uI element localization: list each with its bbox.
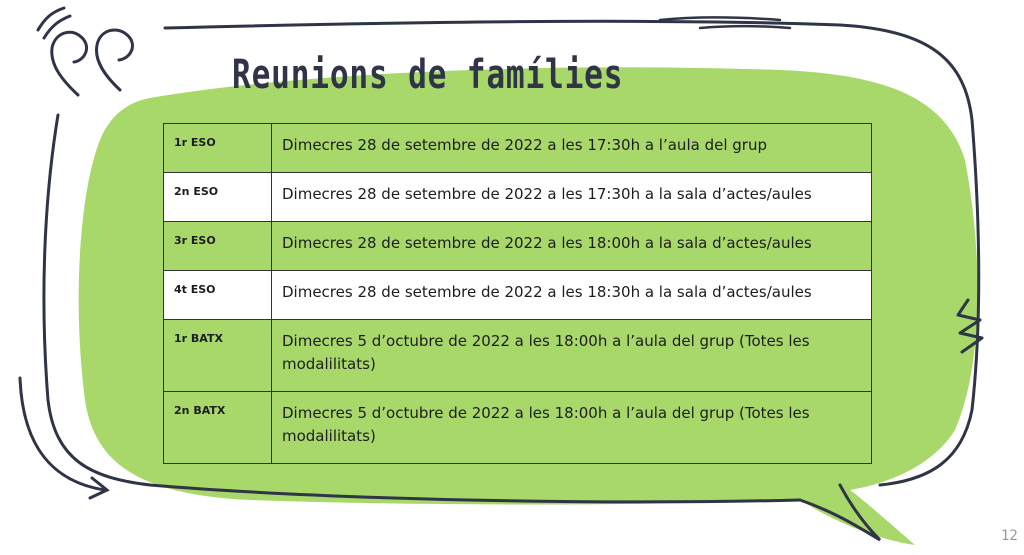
meeting-cell: Dimecres 28 de setembre de 2022 a les 18:00h a la sala d’actes/aules xyxy=(272,222,872,271)
meeting-cell: Dimecres 28 de setembre de 2022 a les 18:30h a la sala d’actes/aules xyxy=(272,271,872,320)
level-cell: 3r ESO xyxy=(164,222,272,271)
level-cell: 2n ESO xyxy=(164,173,272,222)
meeting-cell: Dimecres 5 d’octubre de 2022 a les 18:00h a l’aula del grup (Totes les modalilitats) xyxy=(272,392,872,464)
table-row xyxy=(164,392,872,464)
level-cell: 4t ESO xyxy=(164,271,272,320)
meeting-cell: Dimecres 28 de setembre de 2022 a les 17:30h a la sala d’actes/aules xyxy=(272,173,872,222)
table-row xyxy=(164,271,872,320)
level-cell: 2n BATX xyxy=(164,392,272,464)
level-cell: 1r ESO xyxy=(164,124,272,173)
meeting-schedule-table xyxy=(163,123,872,464)
quotation-marks-icon xyxy=(38,8,132,95)
level-cell: 1r BATX xyxy=(164,320,272,392)
page-number: 12 xyxy=(1001,528,1018,544)
table-row xyxy=(164,222,872,271)
table-row xyxy=(164,320,872,392)
slide-title: Reunions de famílies xyxy=(232,52,624,98)
table-row xyxy=(164,124,872,173)
meeting-cell: Dimecres 5 d’octubre de 2022 a les 18:00h a l’aula del grup (Totes les modalilitats) xyxy=(272,320,872,392)
table-row xyxy=(164,173,872,222)
meeting-cell: Dimecres 28 de setembre de 2022 a les 17:30h a l’aula del grup xyxy=(272,124,872,173)
